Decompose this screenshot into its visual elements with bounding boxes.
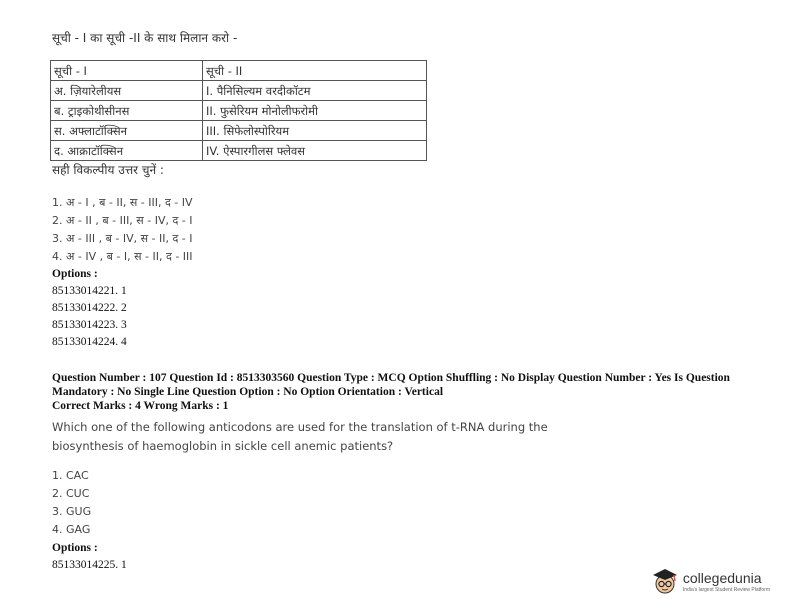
options-label: Options :	[52, 268, 98, 280]
option-id: 85133014225. 1	[52, 559, 127, 571]
answer-choice: 4. GAG	[52, 523, 91, 536]
table-row	[51, 61, 427, 81]
answer-choice: 4. अ - IV , ब - I, स - II, द - III	[52, 250, 193, 263]
option-id: 85133014224. 4	[52, 336, 127, 348]
table-row	[51, 81, 427, 101]
graduate-mascot-icon	[650, 566, 680, 596]
table-cell: स. अफ्लाटॉक्सिन	[51, 121, 203, 141]
table-row	[51, 101, 427, 121]
answer-choice: 2. CUC	[52, 487, 90, 500]
choose-instruction: सही विकल्पीय उत्तर चुनें :	[52, 163, 164, 177]
answer-choice: 3. अ - III , ब - IV, स - II, द - I	[52, 232, 193, 245]
match-intro: सूची - I का सूची -II के साथ मिलान करो -	[52, 31, 238, 45]
answer-choices	[52, 467, 91, 539]
question-meta	[52, 371, 752, 413]
answer-choice: 1. अ - I , ब - II, स - III, द - IV	[52, 196, 193, 209]
logo-name: collegedunia	[682, 569, 762, 586]
table-cell: सूची - I	[51, 61, 203, 81]
table-row	[51, 141, 427, 161]
options-label: Options :	[52, 542, 98, 554]
option-id: 85133014222. 2	[52, 302, 127, 314]
match-table	[50, 60, 427, 161]
answer-choice: 3. GUG	[52, 505, 92, 518]
option-id: 85133014223. 3	[52, 319, 127, 331]
table-cell: सूची - II	[203, 61, 427, 81]
question-text: Which one of the following anticodons are used for the translation of t-RNA during the biosynthesis of haemoglobin in sickle cell anemic patients?	[52, 420, 548, 453]
table-cell: III. सिफेलोस्पोरियम	[203, 121, 427, 141]
logo-tagline: India's largest Student Review Platform	[682, 586, 770, 593]
table-cell: II. फुसेरियम मोनोलीफरोमी	[203, 101, 427, 121]
options-block	[52, 540, 127, 574]
option-id: 85133014221. 1	[52, 285, 127, 297]
table-cell: द. आक्राटॉक्सिन	[51, 141, 203, 161]
answer-choice: 1. CAC	[52, 469, 89, 482]
options-block	[52, 266, 127, 351]
marks-line: Correct Marks : 4 Wrong Marks : 1	[52, 400, 229, 412]
answer-choices	[52, 194, 193, 266]
table-cell: ब. ट्राइकोथीसीनस	[51, 101, 203, 121]
answer-choice: 2. अ - II , ब - III, स - IV, द - I	[52, 214, 193, 227]
table-cell: I. पैनिसिल्यम वरदीकॉटम	[203, 81, 427, 101]
table-row	[51, 121, 427, 141]
question-meta-line: Question Number : 107 Question Id : 8513303560 Question Type : MCQ Option Shuffling : No Display Question Number : Yes Is Question Mandatory : No Single Line Question Option : No Option Orientation : Vertical	[52, 372, 730, 398]
table-cell: IV. ऐस्पारगीलस फ्लेवस	[203, 141, 427, 161]
collegedunia-logo	[650, 566, 770, 596]
table-cell: अ. ज़ियारेलीयस	[51, 81, 203, 101]
